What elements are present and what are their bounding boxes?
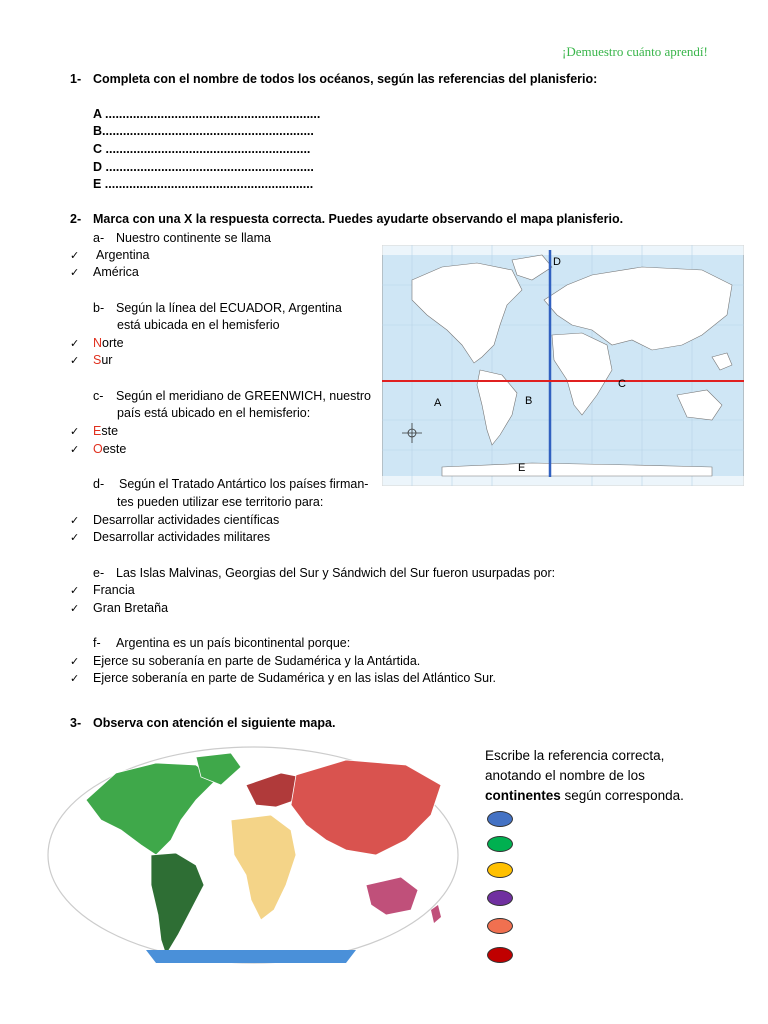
legend-purple-oval — [487, 890, 513, 906]
map-label-e: E — [518, 462, 526, 474]
world-map-planisferio — [382, 245, 744, 486]
q1-line-c: C ........................................................... — [93, 142, 311, 156]
check-icon: ✓ — [70, 655, 80, 668]
q2d-line2: tes pueden utilizar ese territorio para: — [117, 495, 324, 509]
q2e-option-2[interactable]: Gran Bretaña — [93, 601, 169, 615]
q2f-option-1[interactable]: Ejerce su soberanía en parte de Sudamérica y la Antártida. — [93, 654, 421, 668]
q2d-line1: Según el Tratado Antártico los países firman- — [119, 477, 369, 491]
option-rest: ste — [101, 424, 119, 438]
continents-map — [46, 745, 460, 965]
q1-number: 1- — [70, 72, 82, 86]
q2d-label: d- — [93, 477, 105, 491]
option-rest: ur — [101, 353, 113, 367]
q2e-text: Las Islas Malvinas, Georgias del Sur y Sándwich del Sur fueron usurpadas por: — [116, 566, 556, 580]
q2b-option-1[interactable] — [93, 336, 124, 350]
q2a-option-2[interactable]: América — [93, 265, 139, 279]
q1-line-b: B............................................................. — [93, 124, 314, 138]
check-icon: ✓ — [70, 672, 80, 685]
q2a-text: Nuestro continente se llama — [116, 231, 271, 245]
q3-text: Observa con atención el siguiente mapa. — [93, 716, 336, 730]
check-icon: ✓ — [70, 531, 80, 544]
q2c-option-1[interactable] — [93, 424, 118, 438]
legend-red-oval — [487, 947, 513, 963]
q3-instruction-line2: anotando el nombre de los — [485, 768, 645, 783]
letter-e: E — [93, 424, 102, 438]
letter-n: N — [93, 336, 103, 350]
check-icon: ✓ — [70, 514, 80, 527]
q2a-option-1[interactable]: Argentina — [96, 248, 150, 262]
q3-instruction-line3 — [485, 788, 684, 803]
legend-yellow-oval — [487, 862, 513, 878]
q2-number: 2- — [70, 212, 82, 226]
letter-s: S — [93, 353, 102, 367]
map-label-c: C — [618, 378, 626, 390]
check-icon: ✓ — [70, 443, 80, 456]
option-rest: orte — [102, 336, 124, 350]
map-label-d: D — [553, 256, 561, 268]
q1-text: Completa con el nombre de todos los océanos, según las referencias del planisferio: — [93, 72, 598, 86]
q1-line-e: E ............................................................ — [93, 177, 314, 191]
q2f-label: f- — [93, 636, 101, 650]
q2f-option-2[interactable]: Ejerce soberanía en parte de Sudamérica y en las islas del Atlántico Sur. — [93, 671, 497, 685]
q2c-line1: Según el meridiano de GREENWICH, nuestro — [116, 389, 371, 403]
q2b-label: b- — [93, 301, 105, 315]
check-icon: ✓ — [70, 425, 80, 438]
legend-blue-oval — [487, 811, 513, 827]
q2-text: Marca con una X la respuesta correcta. Puedes ayudarte observando el mapa planisferio. — [93, 212, 624, 226]
instruction-rest: según corresponda. — [560, 788, 684, 803]
check-icon: ✓ — [70, 354, 80, 367]
q1-line-d: D ............................................................ — [93, 160, 314, 174]
q2c-line2: país está ubicado en el hemisferio: — [117, 406, 311, 420]
legend-green-oval — [487, 836, 513, 852]
q2c-label: c- — [93, 389, 104, 403]
q2f-text: Argentina es un país bicontinental porque: — [116, 636, 351, 650]
legend-orange-oval — [487, 918, 513, 934]
map-label-a: A — [434, 397, 442, 409]
q3-instruction-line1: Escribe la referencia correcta, — [485, 748, 665, 763]
q2a-label: a- — [93, 231, 105, 245]
q3-number: 3- — [70, 716, 82, 730]
letter-o: O — [93, 442, 103, 456]
q2b-option-2[interactable] — [93, 353, 112, 367]
option-rest: este — [102, 442, 127, 456]
continentes-word: continentes — [485, 788, 561, 803]
q2c-option-2[interactable] — [93, 442, 126, 456]
check-icon: ✓ — [70, 584, 80, 597]
q2e-label: e- — [93, 566, 105, 580]
check-icon: ✓ — [70, 249, 80, 262]
page-header: ¡Demuestro cuánto aprendí! — [562, 44, 708, 59]
q2d-option-2[interactable]: Desarrollar actividades militares — [93, 530, 271, 544]
check-icon: ✓ — [70, 266, 80, 279]
q1-line-a: A .............................................................. — [93, 107, 321, 121]
q2d-option-1[interactable]: Desarrollar actividades científicas — [93, 513, 280, 527]
map-label-b: B — [525, 395, 533, 407]
check-icon: ✓ — [70, 602, 80, 615]
check-icon: ✓ — [70, 337, 80, 350]
q2b-line2: está ubicada en el hemisferio — [117, 318, 280, 332]
q2e-option-1[interactable]: Francia — [93, 583, 135, 597]
q2b-line1: Según la línea del ECUADOR, Argentina — [116, 301, 342, 315]
